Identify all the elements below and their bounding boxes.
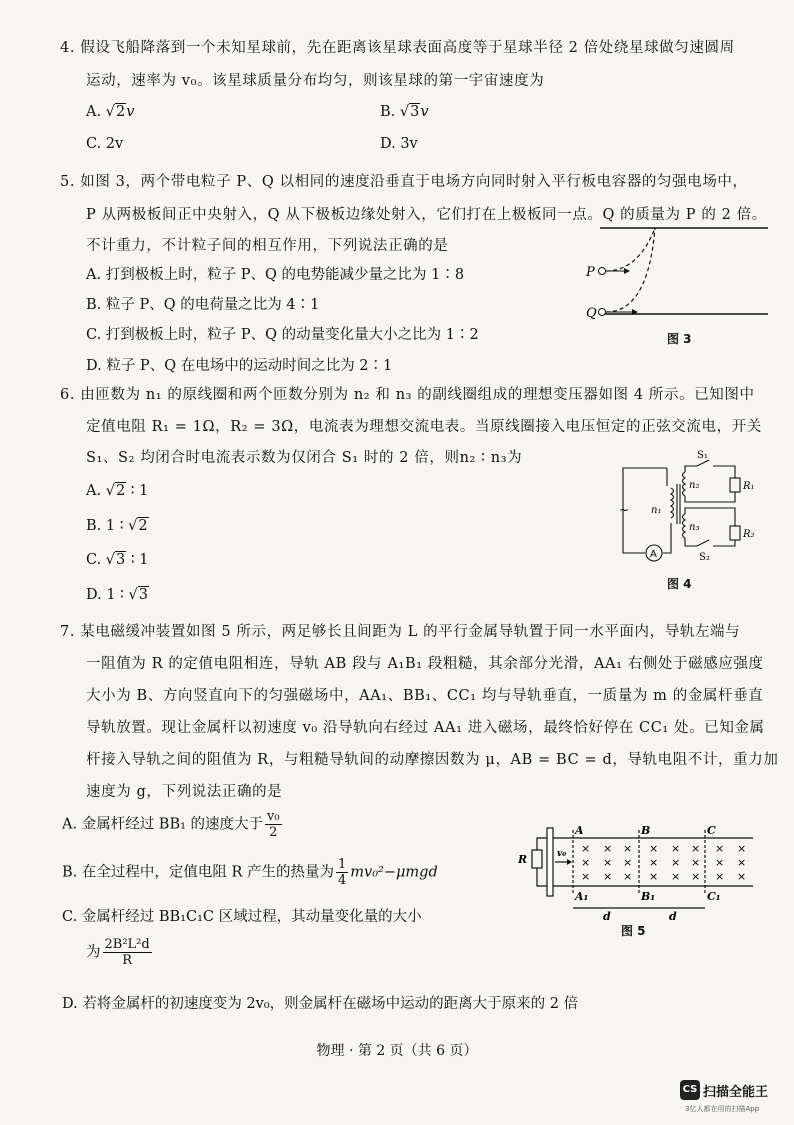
resistor-r: [532, 850, 542, 868]
primary-coil: [671, 488, 674, 518]
secondary-coil-n2: [683, 472, 686, 496]
q6-option-d: D. 1 ∶ √3: [86, 587, 149, 603]
q5-option-d: D. 粒子 P、Q 在电场中的运动时间之比为 2∶1: [86, 358, 393, 374]
field-cross-mark: ×: [715, 842, 725, 855]
q4-stem-line1: 4. 假设飞船降落到一个未知星球前，先在距离该星球表面高度等于星球半径 2 倍处绕星球做匀速圆周: [60, 40, 735, 56]
q6-stem-line2: 定值电阻 R₁ = 1Ω，R₂ = 3Ω，电流表为理想交流电表。当原线圈接入电压恒定的正弦交流电，开关: [86, 419, 762, 435]
q5-option-c: C. 打到极板上时，粒子 P、Q 的动量变化量大小之比为 1∶2: [86, 327, 479, 343]
label-n2: n₂: [689, 480, 700, 491]
resistor-r2: [730, 526, 740, 540]
q4-option-c: C. 2v: [86, 136, 124, 152]
label-n3: n₃: [689, 522, 700, 533]
field-cross-mark: ×: [623, 870, 633, 883]
field-cross-mark: ×: [671, 870, 681, 883]
label-v0: v₀: [557, 849, 567, 859]
q4-option-d: D. 3v: [380, 136, 418, 152]
field-cross-mark: ×: [623, 842, 633, 855]
primary-wire-return: [663, 523, 671, 553]
resistor-r1: [730, 478, 740, 492]
label-d1: d: [603, 910, 611, 923]
field-cross-mark: ×: [737, 856, 747, 869]
q4-stem-line2: 运动，速率为 v₀。该星球质量分布均匀，则该星球的第一宇宙速度为: [86, 73, 545, 89]
watermark-subtitle: 3亿人都在用的扫描App: [685, 1105, 760, 1113]
q7-stem-line3: 大小为 B、方向竖直向下的匀强磁场中，AA₁、BB₁、CC₁ 均与导轨垂直，一质量为 m 的金属杆垂直: [86, 688, 764, 704]
field-cross-mark: ×: [715, 856, 725, 869]
label-q: Q: [586, 306, 597, 321]
metal-rod: [547, 828, 553, 896]
q7-stem-line6: 速度为 g，下列说法正确的是: [86, 784, 283, 800]
ammeter-label: A: [650, 549, 657, 560]
field-cross-mark: ×: [603, 856, 613, 869]
field-cross-mark: ×: [581, 870, 591, 883]
label-r: R: [518, 853, 528, 866]
field-cross-mark: ×: [649, 870, 659, 883]
secondary-circuit-2-return: [685, 538, 735, 546]
field-cross-mark: ×: [737, 870, 747, 883]
field-cross-mark: ×: [671, 856, 681, 869]
q7-option-d: D. 若将金属杆的初速度变为 2v₀，则金属杆在磁场中运动的距离大于原来的 2 倍: [62, 996, 579, 1012]
field-cross-mark: ×: [581, 842, 591, 855]
field-cross-mark: ×: [603, 842, 613, 855]
field-cross-mark: ×: [691, 856, 701, 869]
q5-stem-line3: 不计重力，不计粒子间的相互作用，下列说法正确的是: [86, 238, 449, 254]
secondary-coil-n3: [683, 514, 686, 538]
label-d2: d: [669, 910, 677, 923]
q5-option-b: B. 粒子 P、Q 的电荷量之比为 4∶1: [86, 297, 320, 313]
q7-stem-line2: 一阻值为 R 的定值电阻相连，导轨 AB 段与 A₁B₁ 段粗糙，其余部分光滑，AA₁ 右侧处于磁感应强度: [86, 656, 764, 672]
field-cross-mark: ×: [581, 856, 591, 869]
particle-p: [599, 268, 606, 275]
resistor-wire: [537, 838, 545, 886]
label-s2: S₂: [699, 552, 710, 563]
q7-option-b: B. 在全过程中，定值电阻 R 产生的热量为 $\frac{1}{4}$ mv₀²−μmgd: [62, 857, 438, 888]
scanner-watermark: [680, 1080, 769, 1113]
field-cross-mark: ×: [649, 856, 659, 869]
q7-option-a: A. 金属杆经过 BB₁ 的速度大于 $\frac{\text{v₀}}{2}$: [62, 809, 280, 840]
label-r1: R₁: [743, 481, 755, 492]
label-n1: n₁: [651, 505, 662, 516]
field-cross-mark: ×: [691, 842, 701, 855]
field-cross-mark: ×: [737, 842, 747, 855]
q5-stem-line1: 5. 如图 3，两个带电粒子 P、Q 以相同的速度沿垂直于电场方向同时射入平行板电容器的匀强电场中，: [60, 174, 748, 190]
label-b1: B₁: [641, 890, 656, 903]
q6-option-c: C. √3 ∶ 1: [86, 552, 149, 568]
label-a1: A₁: [575, 890, 589, 903]
label-s1: S₁: [697, 450, 708, 461]
label-b: B: [641, 824, 651, 837]
figure-4: [605, 448, 765, 578]
watermark-name: 扫描全能王: [703, 1084, 769, 1100]
arrowhead-p: [624, 268, 630, 274]
velocity-arrowhead: [567, 859, 572, 865]
q4-option-a: A. √2v: [86, 104, 135, 120]
field-cross-mark: ×: [649, 842, 659, 855]
page-footer: 物理 · 第 2 页（共 6 页）: [316, 1043, 478, 1059]
camscanner-logo-icon: CS: [680, 1080, 700, 1100]
figure-3-caption: 图 3: [667, 332, 692, 346]
secondary-circuit-1: [685, 460, 735, 478]
q7-stem-line4: 导轨放置。现让金属杆以初速度 v₀ 沿导轨向右经过 AA₁ 进入磁场，最终恰好停在 CC₁ 处。已知金属: [86, 720, 765, 736]
q7-stem-line1: 7. 某电磁缓冲装置如图 5 所示，两足够长且间距为 L 的平行金属导轨置于同一水平面内，导轨左端与: [60, 624, 741, 640]
q7-option-c-answer: 为 $\frac{\text{2B²L²d}}{R}$: [86, 937, 150, 968]
secondary-circuit-1-return: [685, 492, 735, 502]
trajectory-p: [606, 228, 655, 271]
q4-option-b: B. √3v: [380, 104, 429, 120]
ac-source-icon: ~: [619, 503, 630, 517]
q5-stem-line2: P 从两极板间正中央射入，Q 从下极板边缘处射入，它们打在上极板同一点。Q 的质量为 P 的 2 倍。: [86, 207, 767, 223]
figure-5-caption: 图 5: [621, 924, 646, 938]
field-cross-mark: ×: [715, 870, 725, 883]
figure-4-caption: 图 4: [667, 577, 692, 591]
magnetic-field-crosses: [581, 842, 746, 883]
label-c: C: [707, 824, 716, 837]
field-cross-mark: ×: [671, 842, 681, 855]
field-cross-mark: ×: [603, 870, 613, 883]
q7-option-c: C. 金属杆经过 BB₁C₁C 区域过程，其动量变化量的大小: [62, 909, 422, 925]
field-cross-mark: ×: [691, 870, 701, 883]
field-cross-mark: ×: [623, 856, 633, 869]
q6-stem-line3: S₁、S₂ 均闭合时电流表示数为仅闭合 S₁ 时的 2 倍，则n₂ ∶ n₃为: [86, 450, 523, 466]
label-a: A: [575, 824, 584, 837]
particle-q: [599, 309, 606, 316]
q6-option-a: A. √2 ∶ 1: [86, 483, 149, 499]
q5-option-a: A. 打到极板上时，粒子 P、Q 的电势能减少量之比为 1∶8: [86, 267, 465, 283]
q7-stem-line5: 杆接入导轨之间的阻值为 R，与粗糙导轨间的动摩擦因数为 μ，AB = BC = d，导轨电阻不计，重力加: [86, 752, 779, 768]
q6-option-b: B. 1 ∶ √2: [86, 518, 148, 534]
figure-5: [515, 820, 755, 925]
figure-3: [580, 222, 770, 332]
label-r2: R₂: [743, 529, 755, 540]
label-p: P: [586, 265, 595, 280]
q6-stem-line1: 6. 由匝数为 n₁ 的原线圈和两个匝数分别为 n₂ 和 n₃ 的副线圈组成的理想变压器如图 4 所示。已知图中: [60, 387, 755, 403]
label-c1: C₁: [707, 890, 721, 903]
